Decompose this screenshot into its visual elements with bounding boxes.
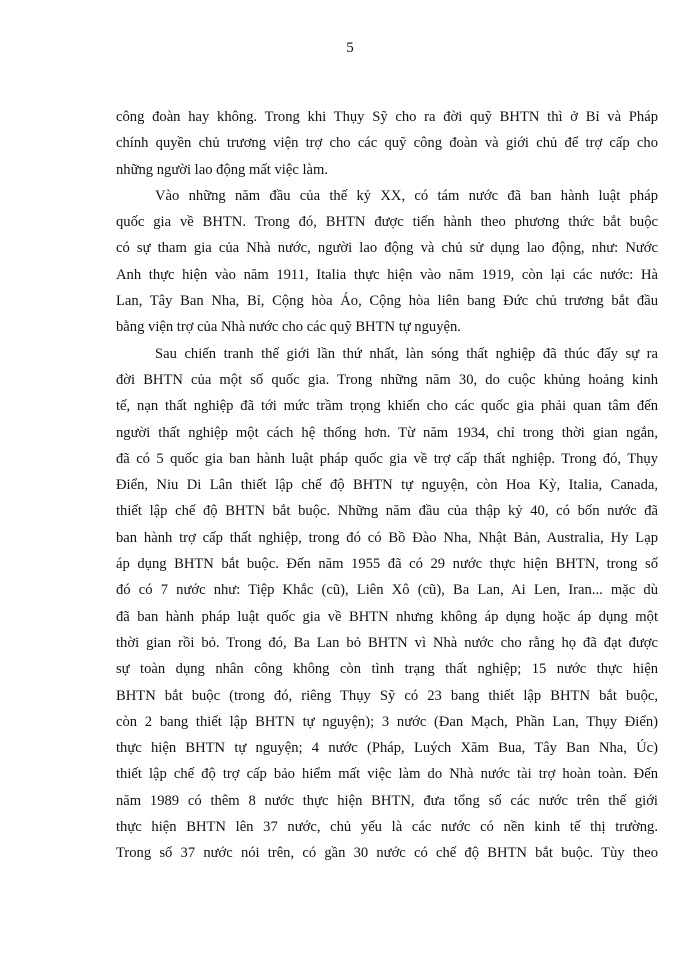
text-line: Trong số 37 nước nói trên, có gần 30 nước có chế độ BHTN bắt buộc. Tùy theo bbox=[116, 845, 658, 862]
text-line: Sau chiến tranh thế giới lần thứ nhất, làn sóng thất nghiệp đã thúc đẩy sự ra bbox=[155, 345, 658, 362]
text-line: đã ban hành pháp luật quốc gia về BHTN nhưng không áp dụng hoặc áp dụng một bbox=[116, 608, 658, 625]
text-line: có sự tham gia của Nhà nước, người lao động và chủ sử dụng lao động, như: Nước bbox=[116, 240, 658, 257]
text-line: đời BHTN của một số quốc gia. Trong những năm 30, do cuộc khủng hoảng kinh bbox=[116, 371, 658, 388]
text-line: thời gian rồi bỏ. Trong đó, Ba Lan bỏ BHTN vì Nhà nước cho rằng họ đã đạt được bbox=[116, 634, 658, 651]
text-line: ban hành trợ cấp thất nghiệp, trong đó có Bồ Đào Nha, Nhật Bản, Australia, Hy Lạp bbox=[116, 529, 658, 546]
text-line: bằng viện trợ của Nhà nước cho các quỹ BHTN tự nguyện. bbox=[116, 319, 461, 336]
text-line: thiết lập chế độ trợ cấp bảo hiểm mất việc làm do Nhà nước tài trợ hoàn toàn. Đến bbox=[116, 766, 658, 783]
text-line: Vào những năm đầu của thế kỷ XX, có tám nước đã ban hành luật pháp bbox=[155, 187, 658, 204]
text-line: áp dụng BHTN bắt buộc. Đến năm 1955 đã có 29 nước thực hiện BHTN, trong số bbox=[116, 556, 658, 573]
paragraph bbox=[116, 104, 658, 183]
text-line: Anh thực hiện vào năm 1911, Italia thực hiện vào năm 1919, còn lại các nước: Hà bbox=[116, 266, 658, 283]
page-number: 5 bbox=[346, 40, 354, 56]
text-line: Điển, Niu Di Lân thiết lập chế độ BHTN tự nguyện, còn Hoa Kỳ, Italia, Canada, bbox=[116, 477, 658, 494]
text-line: sự toàn dụng nhân công không còn tình trạng thất nghiệp; 15 nước thực hiện bbox=[116, 661, 658, 678]
text-line: tế, nạn thất nghiệp đã tới mức trầm trọng khiến cho các quốc gia phải quan tâm đến bbox=[116, 398, 658, 415]
text-line: năm 1989 có thêm 8 nước thực hiện BHTN, đưa tổng số các nước trên thế giới bbox=[116, 792, 658, 809]
text-line: quốc gia về BHTN. Trong đó, BHTN được tiến hành theo phương thức bắt buộc bbox=[116, 214, 658, 231]
text-line: công đoàn hay không. Trong khi Thụy Sỹ cho ra đời quỹ BHTN thì ở Bỉ và Pháp bbox=[116, 109, 658, 125]
text-line: thực hiện BHTN tự nguyện; 4 nước (Pháp, Luých Xăm Bua, Tây Ban Nha, Úc) bbox=[116, 740, 658, 757]
text-line: BHTN bắt buộc (trong đó, riêng Thụy Sỹ có 23 bang thiết lập BHTN bắt buộc, bbox=[116, 687, 658, 704]
text-line: thực hiện BHTN lên 37 nước, chủ yếu là các nước có nền kinh tế thị trường. bbox=[116, 819, 658, 836]
text-line: chính quyền chủ trương viện trợ cho các quỹ công đoàn và giới chủ để trợ cấp cho bbox=[116, 135, 658, 152]
text-line: đó có 7 nước như: Tiệp Khắc (cũ), Liên Xô (cũ), Ba Lan, Ai Len, Iran... mặc dù bbox=[116, 582, 658, 599]
body-text bbox=[116, 104, 658, 867]
text-line: người thất nghiệp một cách hệ thống hơn. Từ năm 1934, chỉ trong thời gian ngắn, bbox=[116, 424, 658, 441]
text-line: thiết lập chế độ BHTN bắt buộc. Những năm đầu của thập kỷ 40, có bốn nước đã bbox=[116, 503, 658, 520]
text-line: còn 2 bang thiết lập BHTN tự nguyện); 3 nước (Đan Mạch, Phần Lan, Thụy Điển) bbox=[116, 713, 658, 730]
text-line: Lan, Tây Ban Nha, Bỉ, Cộng hòa Áo, Cộng hòa liên bang Đức chủ trương bắt đầu bbox=[116, 293, 658, 310]
paragraph bbox=[116, 183, 658, 341]
text-line: đã có 5 quốc gia ban hành luật pháp quốc gia về trợ cấp thất nghiệp. Trong đó, Thụy bbox=[116, 450, 658, 467]
paragraph bbox=[116, 341, 658, 867]
text-line: những người lao động mất việc làm. bbox=[116, 161, 329, 178]
